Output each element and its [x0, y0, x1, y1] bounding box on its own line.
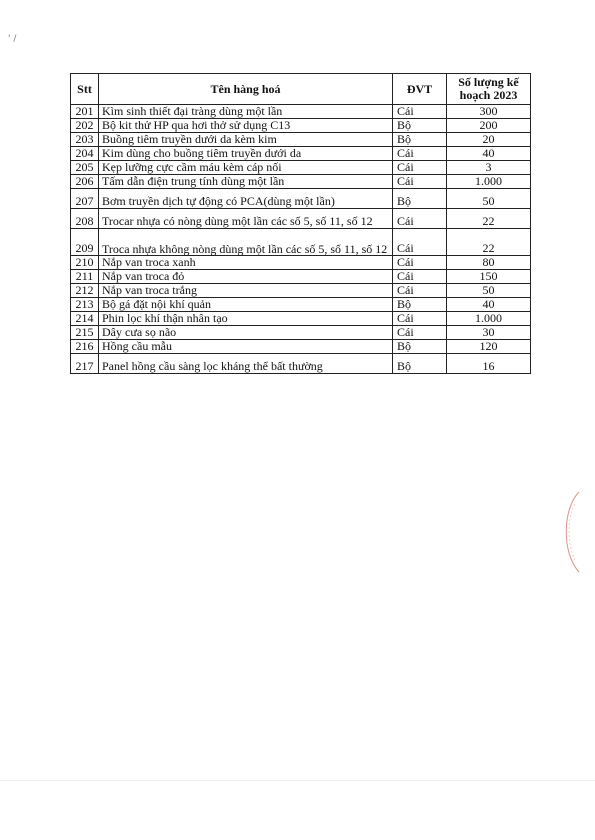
table-row: [71, 161, 531, 175]
row-item-name: Phin lọc khí thận nhân tạo: [99, 312, 393, 326]
header-planned-quantity: [447, 74, 531, 105]
row-unit: Bộ: [393, 354, 447, 374]
row-unit: Bộ: [393, 340, 447, 354]
header-stt: Stt: [71, 74, 99, 105]
table-body: [71, 105, 531, 374]
row-unit: Bộ: [393, 189, 447, 209]
row-item-name: Panel hồng cầu sàng lọc kháng thể bất thường: [99, 354, 393, 374]
row-unit: Cái: [393, 209, 447, 229]
table-row: [71, 256, 531, 270]
row-item-name: Kim dùng cho buồng tiêm truyền dưới da: [99, 147, 393, 161]
procurement-table: [70, 73, 531, 374]
row-unit: Cái: [393, 175, 447, 189]
row-quantity: 1.000: [447, 312, 531, 326]
row-quantity: 1.000: [447, 175, 531, 189]
row-stt: 215: [71, 326, 99, 340]
row-quantity: 40: [447, 298, 531, 312]
row-quantity: 22: [447, 229, 531, 256]
table-row: [71, 298, 531, 312]
row-unit: Cái: [393, 147, 447, 161]
row-stt: 210: [71, 256, 99, 270]
row-quantity: 40: [447, 147, 531, 161]
row-item-name: Tấm dẫn điện trung tính dùng một lần: [99, 175, 393, 189]
row-stt: 207: [71, 189, 99, 209]
row-item-name: Nắp van troca xanh: [99, 256, 393, 270]
row-item-name: Dây cưa sọ não: [99, 326, 393, 340]
row-quantity: 80: [447, 256, 531, 270]
row-stt: 212: [71, 284, 99, 298]
table-row: [71, 175, 531, 189]
row-stt: 214: [71, 312, 99, 326]
table-row: [71, 133, 531, 147]
row-unit: Cái: [393, 326, 447, 340]
row-stt: 201: [71, 105, 99, 119]
scan-fold-line: [0, 780, 595, 781]
row-unit: Cái: [393, 284, 447, 298]
row-stt: 208: [71, 209, 99, 229]
table-row: [71, 326, 531, 340]
row-stt: 206: [71, 175, 99, 189]
row-unit: Cái: [393, 312, 447, 326]
table-row: [71, 189, 531, 209]
row-unit: Bộ: [393, 119, 447, 133]
red-stamp-edge: [557, 490, 581, 574]
row-stt: 202: [71, 119, 99, 133]
row-quantity: 50: [447, 284, 531, 298]
row-stt: 203: [71, 133, 99, 147]
header-unit: ĐVT: [393, 74, 447, 105]
row-quantity: 30: [447, 326, 531, 340]
row-item-name: Trocar nhựa có nòng dùng một lần các số 5, số 11, số 12: [99, 209, 393, 229]
table-row: [71, 270, 531, 284]
row-unit: Cái: [393, 270, 447, 284]
row-stt: 204: [71, 147, 99, 161]
row-item-name: Hồng cầu mẫu: [99, 340, 393, 354]
table-row: [71, 312, 531, 326]
table-row: [71, 354, 531, 374]
row-item-name: Nắp van troca trắng: [99, 284, 393, 298]
procurement-table-container: [70, 73, 530, 374]
row-item-name: Nắp van troca đỏ: [99, 270, 393, 284]
row-quantity: 150: [447, 270, 531, 284]
table-row: [71, 340, 531, 354]
row-unit: Cái: [393, 256, 447, 270]
table-row: [71, 209, 531, 229]
row-stt: 205: [71, 161, 99, 175]
table-row: [71, 284, 531, 298]
row-quantity: 16: [447, 354, 531, 374]
row-item-name: Kìm sinh thiết đại tràng dùng một lần: [99, 105, 393, 119]
row-quantity: 3: [447, 161, 531, 175]
row-stt: 213: [71, 298, 99, 312]
table-row: [71, 119, 531, 133]
row-stt: 217: [71, 354, 99, 374]
row-quantity: 20: [447, 133, 531, 147]
row-unit: Bộ: [393, 133, 447, 147]
row-stt: 211: [71, 270, 99, 284]
header-qty-line2: hoạch 2023: [459, 88, 518, 102]
row-item-name: Kẹp lưỡng cực cầm máu kèm cáp nối: [99, 161, 393, 175]
corner-scan-mark: ' /: [8, 34, 17, 44]
table-row: [71, 147, 531, 161]
row-quantity: 22: [447, 209, 531, 229]
row-stt: 216: [71, 340, 99, 354]
table-row: [71, 229, 531, 256]
row-quantity: 200: [447, 119, 531, 133]
table-row: [71, 105, 531, 119]
row-unit: Cái: [393, 105, 447, 119]
row-quantity: 120: [447, 340, 531, 354]
row-item-name: Bộ gá đặt nội khí quản: [99, 298, 393, 312]
row-quantity: 300: [447, 105, 531, 119]
row-item-name: Bộ kit thử HP qua hơi thở sử dụng C13: [99, 119, 393, 133]
header-item-name: Tên hàng hoá: [99, 74, 393, 105]
row-unit: Cái: [393, 229, 447, 256]
row-item-name: Troca nhựa không nòng dùng một lần các số 5, số 11, số 12: [99, 229, 393, 256]
row-stt: 209: [71, 229, 99, 256]
table-header-row: [71, 74, 531, 105]
row-item-name: Bơm truyền dịch tự động có PCA(dùng một lần): [99, 189, 393, 209]
row-quantity: 50: [447, 189, 531, 209]
row-item-name: Buồng tiêm truyền dưới da kèm kim: [99, 133, 393, 147]
row-unit: Bộ: [393, 298, 447, 312]
header-qty-line1: Số lượng kế: [458, 75, 519, 89]
row-unit: Cái: [393, 161, 447, 175]
